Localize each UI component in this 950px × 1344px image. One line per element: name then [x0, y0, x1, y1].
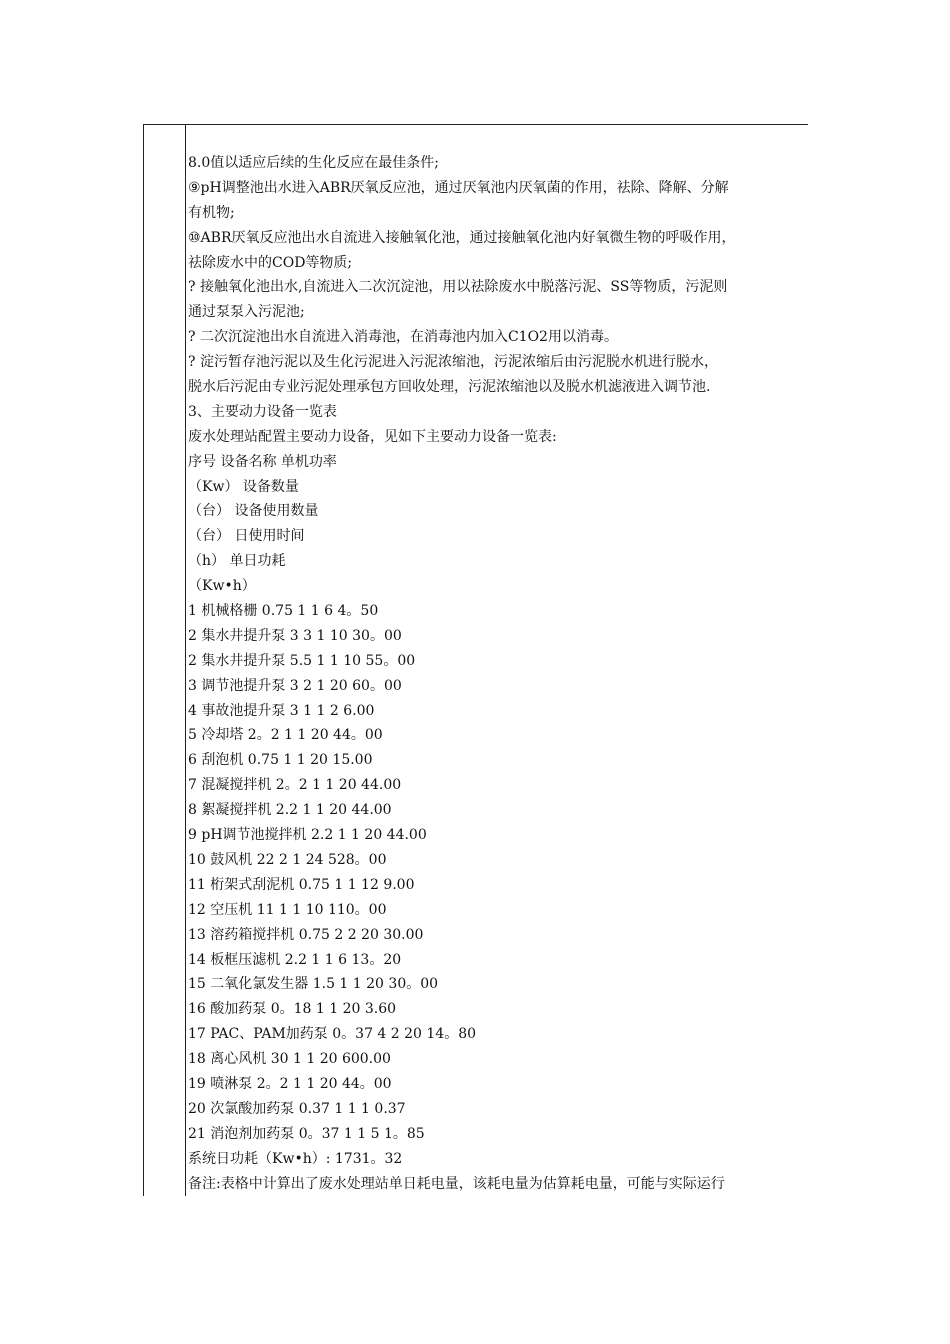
equipment-row: 13 溶药箱搅拌机 0.75 2 2 20 30.00	[188, 926, 424, 943]
text-line: ? 淀污暂存池污泥以及生化污泥进入污泥浓缩池，污泥浓缩后由污泥脱水机进行脱水，	[188, 354, 718, 371]
table-header-line: （Kw） 设备数量	[188, 478, 299, 495]
table-header-line: （Kw•h）	[188, 578, 256, 595]
table-header-line: 序号 设备名称 单机功率	[188, 453, 337, 470]
equipment-row: 21 消泡剂加药泵 0。37 1 1 5 1。85	[188, 1125, 425, 1142]
text-line: 废水处理站配置主要动力设备，见如下主要动力设备一览表:	[188, 428, 557, 445]
equipment-row: 15 二氧化氯发生器 1.5 1 1 20 30。00	[188, 976, 439, 993]
equipment-row: 2 集水井提升泵 5.5 1 1 10 55。00	[188, 652, 416, 669]
section-heading: 3、主要动力设备一览表	[188, 403, 337, 420]
text-line: 通过泵泵入污泥池;	[188, 304, 305, 321]
text-line: 脱水后污泥由专业污泥处理承包方回收处理，污泥浓缩池以及脱水机滤液进入调节池.	[188, 379, 711, 396]
table-column-divider	[185, 124, 186, 1196]
table-header-line: （台） 设备使用数量	[188, 503, 319, 520]
equipment-row: 6 刮泡机 0.75 1 1 20 15.00	[188, 752, 373, 769]
equipment-row: 16 酸加药泵 0。18 1 1 20 3.60	[188, 1001, 397, 1018]
equipment-row: 7 混凝搅拌机 2。2 1 1 20 44.00	[188, 777, 402, 794]
text-line: ? 二次沉淀池出水自流进入消毒池，在消毒池内加入C1O2用以消毒。	[188, 329, 618, 346]
equipment-row: 5 冷却塔 2。2 1 1 20 44。00	[188, 727, 383, 744]
text-line: ⑩ABR厌氧反应池出水自流进入接触氧化池，通过接触氧化池内好氧微生物的呼吸作用，	[188, 229, 736, 246]
equipment-row: 1 机械格栅 0.75 1 1 6 4。50	[188, 603, 379, 620]
equipment-row: 9 pH调节池搅拌机 2.2 1 1 20 44.00	[188, 827, 427, 844]
table-top-border	[143, 124, 808, 125]
daily-total: 系统日功耗（Kw•h）: 1731。32	[188, 1150, 403, 1167]
text-line: 祛除废水中的COD等物质;	[188, 254, 353, 271]
table-header-line: （h） 单日功耗	[188, 553, 286, 570]
equipment-row: 2 集水井提升泵 3 3 1 10 30。00	[188, 627, 402, 644]
document-body	[188, 151, 813, 1196]
equipment-row: 11 桁架式刮泥机 0.75 1 1 12 9.00	[188, 876, 415, 893]
text-line: 有机物;	[188, 204, 235, 221]
equipment-row: 18 离心风机 30 1 1 20 600.00	[188, 1051, 391, 1068]
equipment-row: 4 事故池提升泵 3 1 1 2 6.00	[188, 702, 375, 719]
equipment-row: 10 鼓风机 22 2 1 24 528。00	[188, 851, 387, 868]
remark-line: 备注:表格中计算出了废水处理站单日耗电量，该耗电量为估算耗电量，可能与实际运行	[188, 1175, 725, 1192]
text-line: ⑨pH调整池出水进入ABR厌氧反应池，通过厌氧池内厌氧菌的作用，祛除、降解、分解	[188, 179, 729, 196]
text-line: ? 接触氧化池出水,自流进入二次沉淀池，用以祛除废水中脱落污泥、SS等物质，污泥则	[188, 279, 728, 296]
text-line: 8.0值以适应后续的生化反应在最佳条件;	[188, 155, 439, 171]
equipment-row: 14 板框压滤机 2.2 1 1 6 13。20	[188, 951, 402, 968]
equipment-row: 20 次氯酸加药泵 0.37 1 1 1 0.37	[188, 1100, 406, 1117]
equipment-row: 19 喷淋泵 2。2 1 1 20 44。00	[188, 1075, 392, 1092]
equipment-row: 12 空压机 11 1 1 10 110。00	[188, 901, 387, 918]
table-left-border	[143, 124, 144, 1196]
table-header-line: （台） 日使用时间	[188, 528, 305, 545]
equipment-row: 17 PAC、PAM加药泵 0。37 4 2 20 14。80	[188, 1026, 477, 1043]
equipment-row: 3 调节池提升泵 3 2 1 20 60。00	[188, 677, 402, 694]
equipment-row: 8 絮凝搅拌机 2.2 1 1 20 44.00	[188, 802, 392, 819]
